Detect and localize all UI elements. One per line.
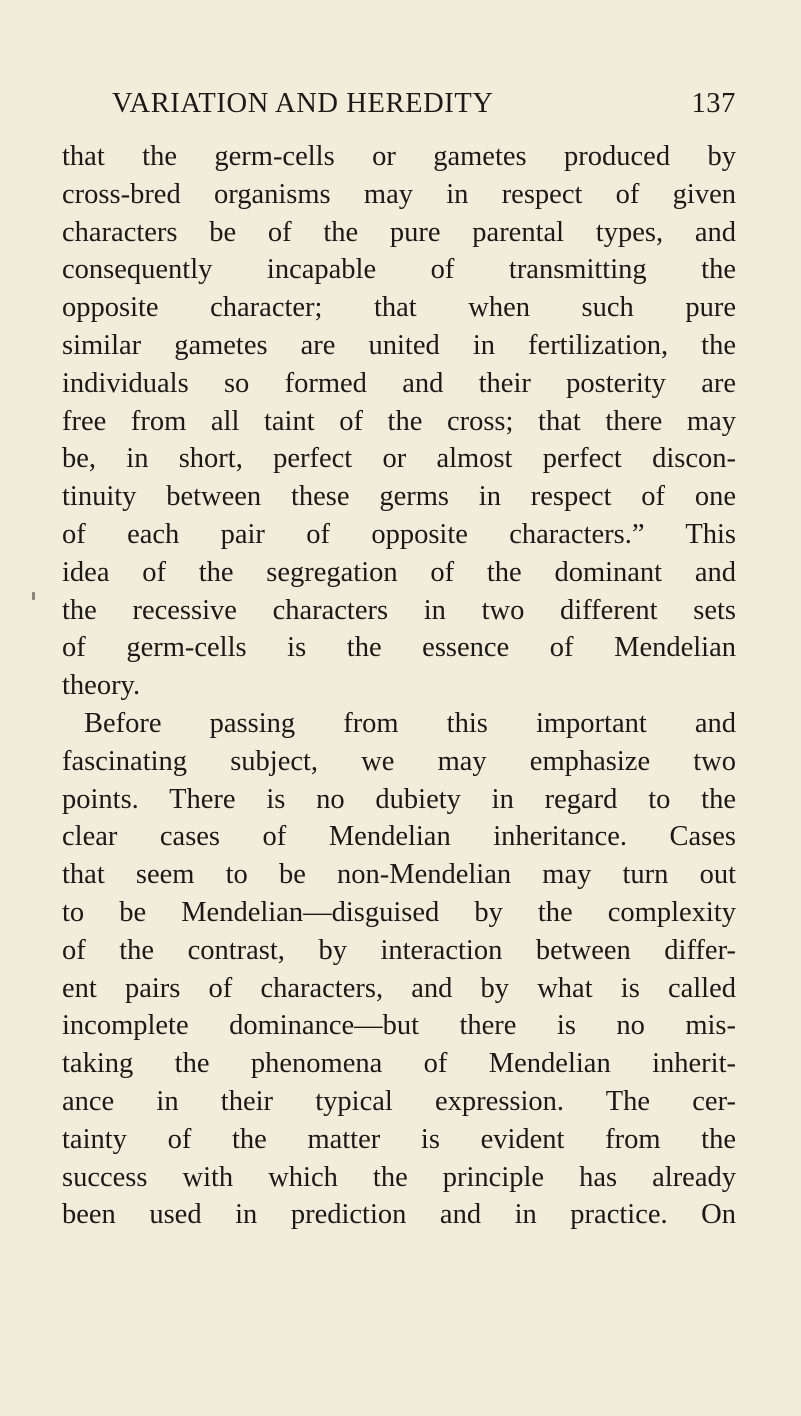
text-line: of the contrast, by interaction between differ- bbox=[62, 934, 736, 966]
running-title: VARIATION AND HEREDITY bbox=[112, 88, 494, 119]
text-line: individuals so formed and their posterity are bbox=[62, 367, 736, 399]
text-line: of each pair of opposite characters.” This bbox=[62, 518, 736, 550]
paragraph-2 bbox=[62, 705, 736, 1234]
text-line: opposite character; that when such pure bbox=[62, 292, 736, 324]
paragraph-1 bbox=[62, 138, 736, 705]
text-line: to be Mendelian—disguised by the complexity bbox=[62, 896, 736, 928]
text-line: characters be of the pure parental types, and bbox=[62, 216, 736, 248]
text-line: be, in short, perfect or almost perfect discon- bbox=[62, 443, 736, 475]
text-line: consequently incapable of transmitting the bbox=[62, 254, 736, 286]
text-line: Before passing from this important and bbox=[84, 707, 736, 739]
text-line: theory. bbox=[62, 670, 141, 702]
text-line: free from all taint of the cross; that there may bbox=[62, 405, 736, 437]
margin-mark bbox=[32, 592, 35, 600]
text-line: similar gametes are united in fertilization, the bbox=[62, 329, 736, 361]
text-line: fascinating subject, we may emphasize two bbox=[62, 745, 736, 777]
text-line: taking the phenomena of Mendelian inherit- bbox=[62, 1048, 736, 1080]
text-line: success with which the principle has already bbox=[62, 1161, 736, 1193]
text-line: idea of the segregation of the dominant and bbox=[62, 556, 736, 588]
text-line: that the germ-cells or gametes produced by bbox=[62, 141, 736, 172]
text-line: tainty of the matter is evident from the bbox=[62, 1123, 736, 1155]
text-line: points. There is no dubiety in regard to the bbox=[62, 783, 736, 815]
text-line: incomplete dominance—but there is no mis- bbox=[62, 1010, 736, 1042]
page-number: 137 bbox=[691, 88, 736, 119]
text-line: cross-bred organisms may in respect of given bbox=[62, 178, 736, 210]
running-head bbox=[112, 88, 736, 128]
text-line: ent pairs of characters, and by what is called bbox=[62, 972, 736, 1004]
text-line: been used in prediction and in practice. On bbox=[62, 1199, 736, 1231]
text-line: clear cases of Mendelian inheritance. Cases bbox=[62, 821, 736, 853]
text-line: of germ-cells is the essence of Mendelian bbox=[62, 632, 736, 664]
text-line: tinuity between these germs in respect of one bbox=[62, 481, 736, 513]
text-line: that seem to be non-Mendelian may turn out bbox=[62, 859, 736, 891]
text-line: the recessive characters in two different sets bbox=[62, 594, 736, 626]
text-line: ance in their typical expression. The cer- bbox=[62, 1085, 736, 1117]
body-text bbox=[62, 138, 736, 1234]
